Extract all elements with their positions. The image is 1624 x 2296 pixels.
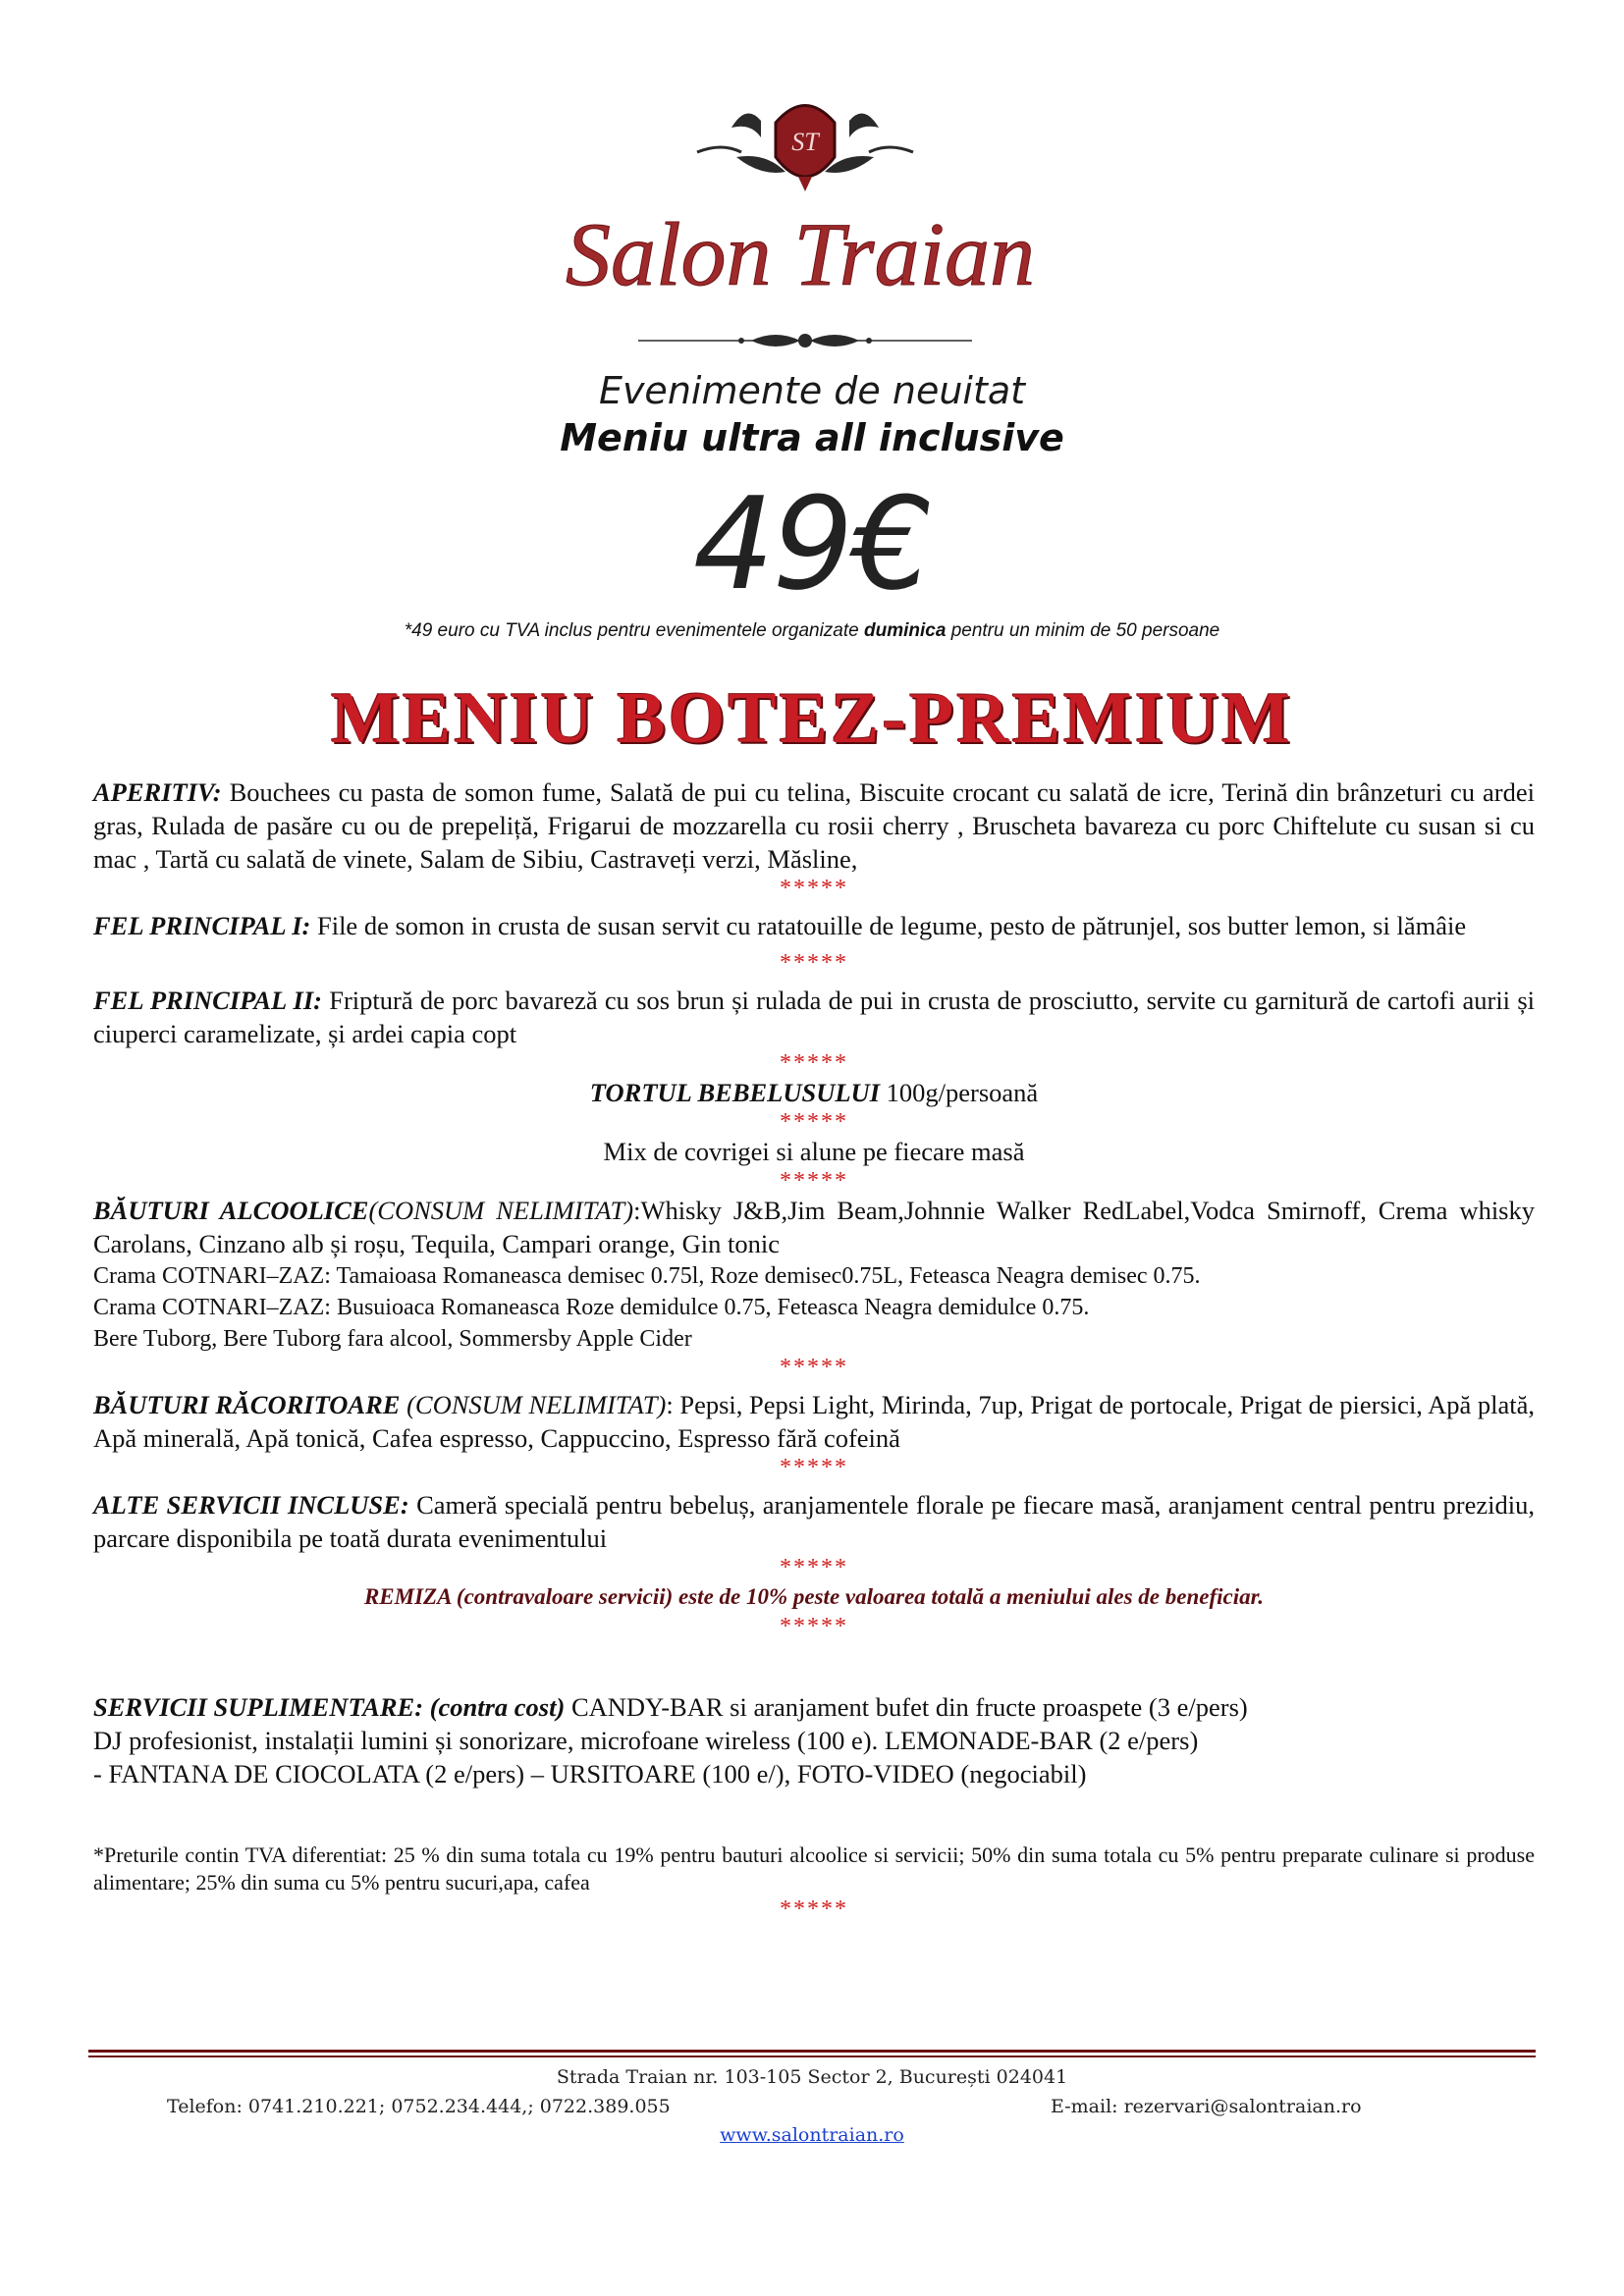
alcool-line2: Crama COTNARI–ZAZ: Tamaioasa Romaneasca demisec 0.75l, Roze demisec0.75L, Feteasca Neagra demisec 0.75.: [93, 1263, 1201, 1289]
racoritoare-label: BĂUTURI RĂCORITOARE: [93, 1390, 401, 1419]
price-note-day: duminica: [864, 620, 947, 641]
menu-title: MENIU BOTEZ-PREMIUM: [331, 678, 1293, 759]
price: 49€: [692, 469, 932, 618]
separator: *****: [780, 950, 848, 976]
price-note-suffix: pentru un minim de 50 persoane: [950, 620, 1220, 641]
suplimentare-section: [93, 1690, 1535, 1724]
fel1-text: File de somon in crusta de susan servit cu ratatouille de legume, pesto de pătrunjel, sos butter lemon, si lămâie: [310, 911, 1467, 940]
tva-note: *Preturile contin TVA diferentiat: 25 % din suma totala cu 19% pentru bauturi alcoolice si servicii; 50% din suma totala cu 5% pentru preparate culinare si produse alimentare; 25% din suma cu 5% pentru sucuri,apa, cafea: [93, 1842, 1535, 1895]
alte-servicii-label: ALTE SERVICII INCLUSE:: [93, 1490, 409, 1520]
footer-divider: [88, 2056, 1536, 2057]
suplimentare-line2: DJ profesionist, instalații lumini și sonorizare, microfoane wireless (100 e). LEMONADE-BAR (2 e/pers): [93, 1726, 1199, 1755]
racoritoare-section: [93, 1388, 1535, 1455]
separator: *****: [780, 1168, 848, 1194]
svg-text:ST: ST: [791, 128, 819, 156]
alcool-label-extra: (CONSUM NELIMITAT): [368, 1196, 634, 1225]
alcool-line4: Bere Tuborg, Bere Tuborg fara alcool, Sommersby Apple Cider: [93, 1326, 692, 1352]
tort-section: [93, 1076, 1535, 1109]
svg-text:Salon Traian: Salon Traian: [565, 204, 1036, 304]
racoritoare-label-extra: (CONSUM NELIMITAT): [400, 1390, 667, 1419]
menu-content: [93, 775, 1535, 1922]
alcool-line3: Crama COTNARI–ZAZ: Busuioaca Romaneasca Roze demidulce 0.75, Feteasca Neagra demidulce 0.75.: [93, 1295, 1090, 1320]
separator: *****: [780, 1896, 848, 1922]
suplimentare-line3: - FANTANA DE CIOCOLATA (2 e/pers) – URSITOARE (100 e/), FOTO-VIDEO (negociabil): [93, 1759, 1087, 1789]
footer-website: [0, 2124, 1624, 2146]
separator: *****: [780, 1455, 848, 1480]
alte-servicii-section: [93, 1488, 1535, 1555]
aperitiv-section: [93, 775, 1535, 876]
tort-label: TORTUL BEBELUSULUI: [589, 1078, 881, 1107]
tagline: Evenimente de neuitat: [598, 369, 1026, 412]
fel2-label: FEL PRINCIPAL II:: [93, 986, 322, 1015]
separator: *****: [780, 876, 848, 901]
fel1-label: FEL PRINCIPAL I:: [93, 911, 311, 940]
fel1-section: [93, 909, 1535, 942]
footer-phone: Telefon: 0741.210.221; 0752.234.444,; 0722.389.055: [167, 2096, 671, 2117]
footer-address: Strada Traian nr. 103-105 Sector 2, București 024041: [556, 2066, 1068, 2088]
price-note-prefix: *49 euro cu TVA inclus pentru evenimentele organizate: [404, 620, 859, 641]
crest-icon: [697, 106, 913, 192]
aperitiv-text: Bouchees cu pasta de somon fume, Salată de pui cu telina, Biscuite crocant cu salată de icre, Terină din brânzeturi cu ardei gras, Rulada de pasăre cu ou de prepeliță, Frigarui de mozzarella cu rosii cherry , Bruscheta bavareza cu porc Chiftelute cu susan si cu mac , Tartă cu salată de vinete, Salam de Sibiu, Castraveți verzi, Măsline,: [93, 777, 1535, 874]
aperitiv-label: APERITIV:: [93, 777, 222, 807]
fel2-section: [93, 984, 1535, 1050]
tort-text: 100g/persoană: [880, 1078, 1039, 1107]
footer-email: E-mail: rezervari@salontraian.ro: [1051, 2096, 1362, 2117]
salon-traian-logo: [550, 83, 1060, 368]
racoritoare-text: : Pepsi, Pepsi Light, Mirinda, 7up, Prigat de portocale, Prigat de piersici, Apă plată, Apă minerală, Apă tonică, Cafea espresso, Cappuccino, Espresso fără cofeină: [93, 1390, 1535, 1453]
suplimentare-text: CANDY-BAR si aranjament bufet din fructe proaspete (3 e/pers): [565, 1692, 1248, 1722]
alcool-label: BĂUTURI ALCOOLICE: [93, 1196, 369, 1225]
separator: *****: [780, 1109, 848, 1135]
alte-servicii-text: Cameră specială pentru bebeluș, aranjamentele florale pe fiecare masă, aranjament central pentru prezidiu, parcare disponibila pe toată durata evenimentului: [93, 1490, 1536, 1553]
alcool-text: :Whisky J&B,Jim Beam,Johnnie Walker RedLabel,Vodca Smirnoff, Crema whisky Carolans, Cinzano alb și roșu, Tequila, Campari orange, Gin tonic: [93, 1196, 1535, 1258]
website-link[interactable]: www.salontraian.ro: [720, 2124, 904, 2146]
remiza-note: REMIZA (contravaloare servicii) este de 10% peste valoarea totală a meniului ales de beneficiar.: [363, 1584, 1265, 1609]
fel2-text: Friptură de porc bavareză cu sos brun și rulada de pui in crusta de prosciutto, servite cu garnitură de cartofi aurii și ciuperci caramelizate, și ardei capia copt: [93, 986, 1535, 1048]
suplimentare-label: SERVICII SUPLIMENTARE: (contra cost): [93, 1692, 566, 1722]
mix-section: Mix de covrigei si alune pe fiecare masă: [603, 1137, 1025, 1166]
footer-divider: [88, 2050, 1536, 2053]
separator: *****: [780, 1355, 848, 1380]
separator: *****: [780, 1614, 848, 1639]
price-note: [0, 620, 1624, 642]
separator: *****: [780, 1555, 848, 1580]
alcool-section: [93, 1194, 1535, 1260]
separator: *****: [780, 1050, 848, 1076]
menu-subtitle: Meniu ultra all inclusive: [560, 416, 1064, 459]
